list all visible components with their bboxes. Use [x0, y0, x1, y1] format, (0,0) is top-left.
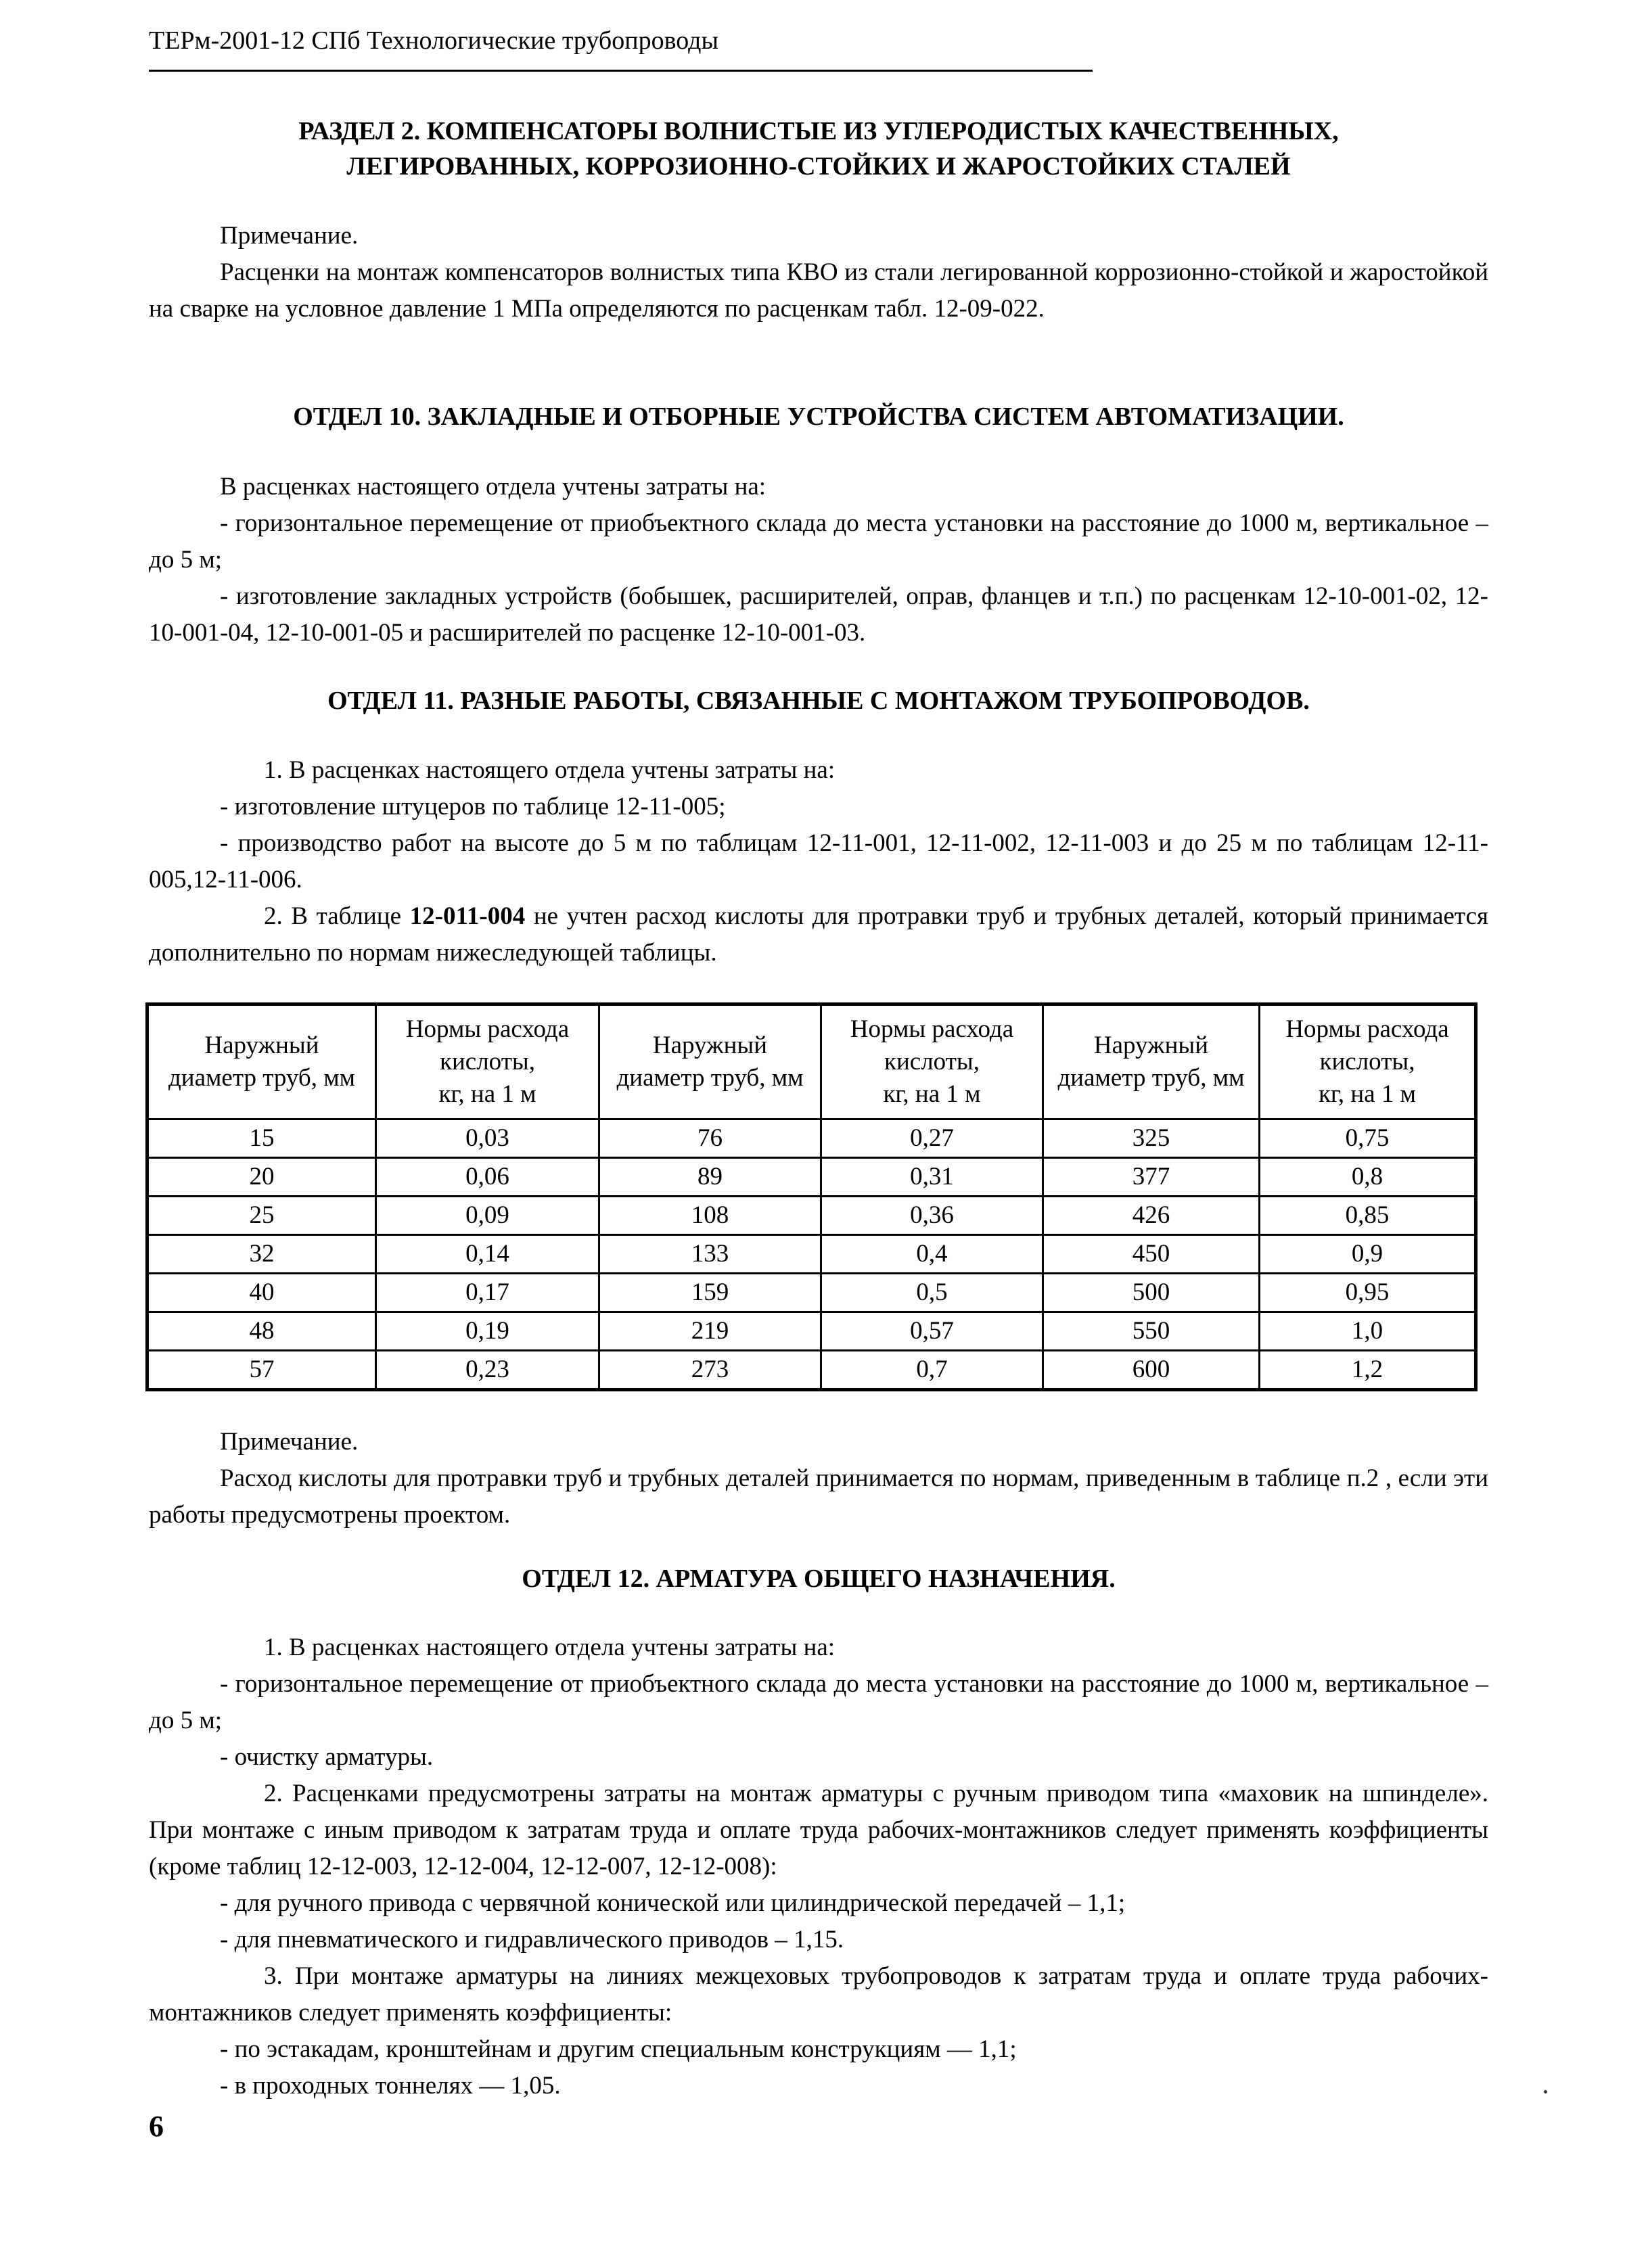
section2-note: [149, 218, 1488, 327]
acid-norms-table: [145, 1002, 1478, 1391]
diameter-cell: 89: [599, 1158, 821, 1197]
table-row: [147, 1351, 1476, 1390]
acid-norm-cell: 0,5: [821, 1274, 1043, 1312]
dept12-body: [149, 1629, 1488, 2104]
diameter-cell: 108: [599, 1197, 821, 1235]
dept12-p1-item2: - очистку арматуры.: [220, 1743, 434, 1771]
diameter-cell: 273: [599, 1351, 821, 1390]
diameter-cell: 32: [147, 1235, 376, 1274]
p2-table-ref: 12-011-004: [409, 902, 526, 930]
dept12-p3-item2: - в проходных тоннелях — 1,05.: [220, 2072, 561, 2100]
diameter-cell: 159: [599, 1274, 821, 1312]
diameter-cell: 25: [147, 1197, 376, 1235]
dept12-p1-item1: - горизонтальное перемещение от приобъектного склада до места установки на расстояние до 1000 м, вертикальное – до 5 м;: [149, 1670, 1488, 1734]
diameter-cell: 57: [147, 1351, 376, 1390]
dept12-p2-item1: - для ручного привода с червячной конической или цилиндрической передачей – 1,1;: [220, 1889, 1126, 1917]
dept10-body: [149, 469, 1488, 651]
acid-norm-cell: 0,7: [821, 1351, 1043, 1390]
acid-norm-cell: 0,27: [821, 1119, 1043, 1158]
dept10-item2: - изготовление закладных устройств (бобышек, расширителей, оправ, фланцев и т.п.) по расценкам 12-10-001-02, 12-10-001-04, 12-10-001-05 и расширителей по расценке 12-10-001-03.: [149, 582, 1488, 647]
acid-norm-cell: 1,2: [1260, 1351, 1476, 1390]
dept11-title: ОТДЕЛ 11. РАЗНЫЕ РАБОТЫ, СВЯЗАННЫЕ С МОНТАЖОМ ТРУБОПРОВОДОВ.: [327, 687, 1310, 715]
acid-norm-cell: 0,14: [376, 1235, 599, 1274]
diameter-cell: 40: [147, 1274, 376, 1312]
acid-norm-cell: 0,75: [1260, 1119, 1476, 1158]
acid-norm-cell: 0,06: [376, 1158, 599, 1197]
note-label: Примечание.: [220, 222, 359, 250]
header-cell: Нормы расхода кислоты, кг, на 1 м: [821, 1004, 1043, 1119]
dept11-body: [149, 752, 1488, 971]
header-cell: Нормы расхода кислоты, кг, на 1 м: [1260, 1004, 1476, 1119]
diameter-cell: 15: [147, 1119, 376, 1158]
header-cell: Наружный диаметр труб, мм: [599, 1004, 821, 1119]
note-text: Расценки на монтаж компенсаторов волнистых типа КВО из стали легированной коррозионно-стойкой и жаростойкой на сварке на условное давление 1 МПа определяются по расценкам табл. 12-09-022.: [149, 258, 1488, 323]
note-text: Расход кислоты для протравки труб и трубных деталей принимается по нормам, приведенным в таблице п.2 , если эти работы предусмотрены проектом.: [149, 1464, 1488, 1529]
header-cell: Наружный диаметр труб, мм: [1043, 1004, 1260, 1119]
diameter-cell: 325: [1043, 1119, 1260, 1158]
acid-norm-cell: 0,8: [1260, 1158, 1476, 1197]
dept10-item1: - горизонтальное перемещение от приобъектного склада до места установки на расстояние до 1000 м, вертикальное – до 5 м;: [149, 509, 1488, 574]
dept12-title: ОТДЕЛ 12. АРМАТУРА ОБЩЕГО НАЗНАЧЕНИЯ.: [522, 1565, 1116, 1593]
dept10-heading: [149, 399, 1488, 434]
table-row: [147, 1119, 1476, 1158]
acid-norm-cell: 0,36: [821, 1197, 1043, 1235]
dept10-intro: В расценках настоящего отдела учтены затраты на:: [220, 473, 766, 501]
acid-norm-cell: 0,9: [1260, 1235, 1476, 1274]
scan-speck: [1544, 2090, 1547, 2093]
section2-heading-line2: ЛЕГИРОВАННЫХ, КОРРОЗИОННО-СТОЙКИХ И ЖАРОСТОЙКИХ СТАЛЕЙ: [346, 152, 1291, 181]
section2-heading-line1: РАЗДЕЛ 2. КОМПЕНСАТОРЫ ВОЛНИСТЫЕ ИЗ УГЛЕРОДИСТЫХ КАЧЕСТВЕННЫХ,: [298, 117, 1339, 145]
table-row: [147, 1274, 1476, 1312]
dept11-p1-item1: - изготовление штуцеров по таблице 12-11-005;: [220, 793, 726, 820]
p2-text-before: 2. В таблице: [264, 902, 410, 930]
diameter-cell: 20: [147, 1158, 376, 1197]
acid-norm-cell: 0,95: [1260, 1274, 1476, 1312]
acid-norm-cell: 0,03: [376, 1119, 599, 1158]
diameter-cell: 500: [1043, 1274, 1260, 1312]
table-row: [147, 1197, 1476, 1235]
acid-norm-cell: 0,17: [376, 1274, 599, 1312]
dept11-heading: [149, 683, 1488, 718]
dept12-heading: [149, 1561, 1488, 1596]
dept12-p2: 2. Расценками предусмотрены затраты на монтаж арматуры с ручным приводом типа «маховик на шпинделе». При монтаже с иным приводом к затратам труда и оплате труда рабочих-монтажников следует применять коэффициенты (кроме таблиц 12-12-003, 12-12-004, 12-12-007, 12-12-008):: [149, 1780, 1488, 1880]
p2-text-after: не учтен расход кислоты для протравки труб и трубных деталей, который принимается дополнительно по нормам нижеследующей таблицы.: [149, 902, 1488, 967]
diameter-cell: 76: [599, 1119, 821, 1158]
note-label: Примечание.: [220, 1428, 359, 1456]
header-cell: Наружный диаметр труб, мм: [147, 1004, 376, 1119]
diameter-cell: 377: [1043, 1158, 1260, 1197]
acid-norm-cell: 0,85: [1260, 1197, 1476, 1235]
acid-norm-cell: 0,23: [376, 1351, 599, 1390]
acid-norm-cell: 0,19: [376, 1312, 599, 1351]
table-header-row: [147, 1004, 1476, 1119]
diameter-cell: 48: [147, 1312, 376, 1351]
dept11-p2: [149, 898, 1488, 971]
page-number: 6: [149, 2110, 164, 2143]
header-rule: [149, 70, 1093, 72]
dept12-p3-item1: - по эстакадам, кронштейнам и другим специальным конструкциям — 1,1;: [220, 2035, 1017, 2063]
acid-norm-cell: 0,4: [821, 1235, 1043, 1274]
dept11-note: [149, 1424, 1488, 1533]
dept11-p1: 1. В расценках настоящего отдела учтены затраты на:: [264, 756, 836, 784]
diameter-cell: 133: [599, 1235, 821, 1274]
dept12-p1: 1. В расценках настоящего отдела учтены затраты на:: [264, 1634, 836, 1661]
table-row: [147, 1158, 1476, 1197]
acid-norm-cell: 1,0: [1260, 1312, 1476, 1351]
table-row: [147, 1235, 1476, 1274]
dept12-p2-item2: - для пневматического и гидравлического приводов – 1,15.: [220, 1926, 844, 1953]
table-row: [147, 1312, 1476, 1351]
diameter-cell: 426: [1043, 1197, 1260, 1235]
diameter-cell: 450: [1043, 1235, 1260, 1274]
section2-block: [149, 114, 1488, 184]
dept10-title: ОТДЕЛ 10. ЗАКЛАДНЫЕ И ОТБОРНЫЕ УСТРОЙСТВА СИСТЕМ АВТОМАТИЗАЦИИ.: [293, 402, 1344, 431]
header-cell: Нормы расхода кислоты, кг, на 1 м: [376, 1004, 599, 1119]
dept11-p1-item2: - производство работ на высоте до 5 м по таблицам 12-11-001, 12-11-002, 12-11-003 и до 25 м по таблицам 12-11-005,12-11-006.: [149, 829, 1488, 894]
acid-norm-cell: 0,31: [821, 1158, 1043, 1197]
diameter-cell: 600: [1043, 1351, 1260, 1390]
dept12-p3: 3. При монтаже арматуры на линиях межцеховых трубопроводов к затратам труда и оплате труда рабочих-монтажников следует применять коэффициенты:: [149, 1962, 1488, 2027]
diameter-cell: 550: [1043, 1312, 1260, 1351]
acid-norm-cell: 0,57: [821, 1312, 1043, 1351]
diameter-cell: 219: [599, 1312, 821, 1351]
acid-norm-cell: 0,09: [376, 1197, 599, 1235]
running-header: ТЕРм-2001-12 СПб Технологические трубопроводы: [149, 26, 719, 55]
